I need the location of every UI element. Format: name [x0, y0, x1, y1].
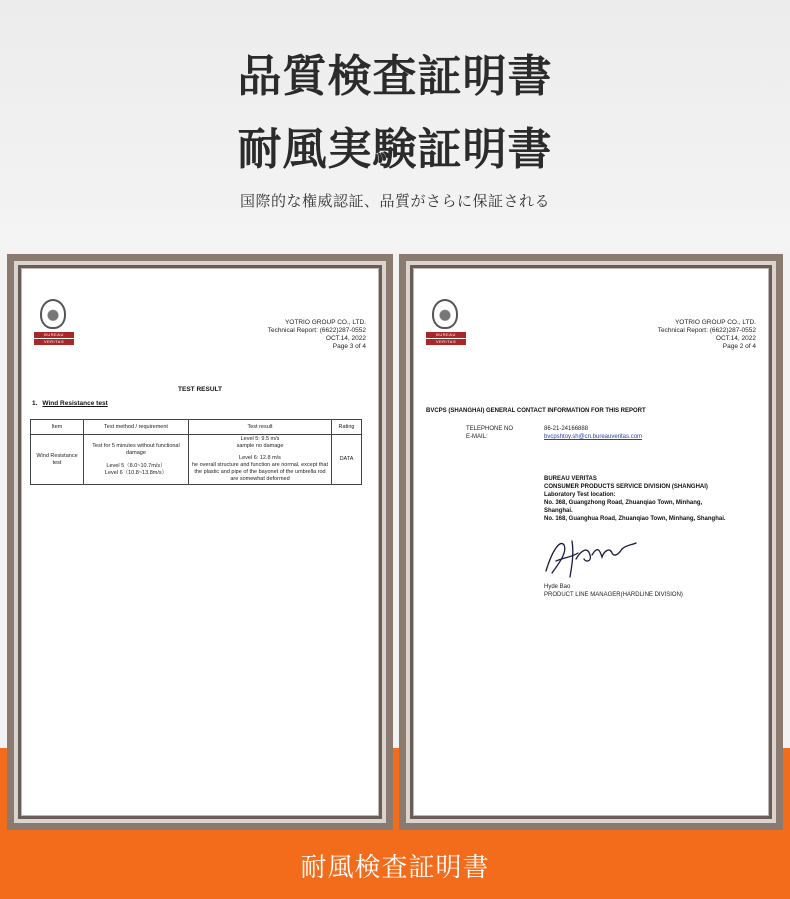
handwritten-signature	[542, 531, 642, 581]
address-line: BUREAU VERITAS	[544, 476, 597, 482]
address-line: No. 368, Guangzhong Road, Zhuanqiao Town, Minhang,	[544, 500, 703, 506]
method-text: Test for 5 minutes without functional damage	[92, 442, 180, 456]
column-header: Item	[31, 420, 84, 435]
bv-seal-icon	[40, 299, 66, 329]
address-line: CONSUMER PRODUCTS SERVICE DIVISION (SHANGHAI)	[544, 484, 708, 490]
address-line: No. 168, Guanghua Road, Zhuanqiao Town, Minhang, Shanghai.	[544, 516, 726, 522]
report-page: Page 2 of 4	[722, 343, 756, 350]
report-company: YOTRIO GROUP CO., LTD.	[284, 319, 366, 326]
bv-logo-text-bottom: VERITAS	[34, 339, 74, 345]
method-level5: Level 5（8.0~10.7m/s）	[106, 462, 166, 469]
bv-seal-icon	[432, 299, 458, 329]
table-header-row	[31, 420, 362, 435]
cell-method	[84, 435, 189, 485]
column-header: Test method / requirement	[84, 420, 189, 435]
signer-name: Hyde Bao	[544, 584, 571, 590]
result-level5-note: sample no damage	[236, 443, 284, 449]
report-date: OCT.14, 2022	[715, 335, 756, 342]
bureau-veritas-address	[544, 475, 726, 523]
bureau-veritas-logo	[34, 299, 74, 349]
report-page: Page 3 of 4	[332, 343, 366, 350]
bureau-veritas-logo	[426, 299, 466, 349]
bv-logo-text-top: BUREAU	[34, 332, 74, 338]
certificate-page3	[21, 268, 379, 816]
report-header	[268, 319, 366, 351]
section-number: 1.	[32, 400, 38, 407]
certificate-frame-page3	[7, 254, 393, 830]
column-header: Test result	[189, 420, 332, 435]
method-level6: Level 6（10.8~13.8m/s）	[104, 469, 168, 476]
signer-block	[544, 583, 683, 599]
page-title-wind-certificate: 耐風実験証明書	[237, 124, 553, 175]
report-date: OCT.14, 2022	[325, 335, 366, 342]
certificate-frame-page2	[399, 254, 783, 830]
cell-rating: DATA	[332, 435, 362, 485]
section-title: Wind Resistance test	[42, 400, 108, 407]
address-line: Laboratory Test location:	[544, 492, 616, 498]
table-row	[31, 435, 362, 485]
bv-logo-text-bottom: VERITAS	[426, 339, 466, 345]
telephone-value: 86-21-24166888	[544, 426, 589, 432]
telephone-label: TELEPHONE NO	[466, 426, 514, 432]
page-subtitle: 国際的な権威認証、品質がさらに保証される	[239, 192, 550, 210]
report-number: Technical Report: (6622)287-0552	[267, 327, 366, 334]
section-heading	[32, 400, 108, 407]
footer-caption: 耐風検査証明書	[300, 853, 490, 883]
cell-item: Wind Resistance test	[31, 435, 84, 485]
page-title-quality-certificate: 品質検査証明書	[237, 51, 553, 102]
report-company: YOTRIO GROUP CO., LTD.	[674, 319, 756, 326]
signer-title: PRODUCT LINE MANAGER(HARDLINE DIVISION)	[544, 592, 683, 598]
bv-logo-text-top: BUREAU	[426, 332, 466, 338]
result-level6: Level 6: 12.8 m/s	[239, 455, 281, 461]
email-link[interactable]: bvcpshtoy.sh@cn.bureauveritas.com	[544, 434, 643, 440]
address-line: Shanghai.	[544, 508, 573, 514]
report-number: Technical Report: (6622)287-0552	[657, 327, 756, 334]
column-header: Rating	[332, 420, 362, 435]
result-level5: Level 5: 9.5 m/s	[240, 436, 280, 442]
result-level6-note: he overall structure and function are normal, except that the plastic and pipe of the bayonet of the umbrella rod are somewhat deformed	[191, 462, 329, 482]
certificate-page2	[413, 268, 769, 816]
contact-heading: BVCPS (SHANGHAI) GENERAL CONTACT INFORMATION FOR THIS REPORT	[426, 408, 646, 414]
test-result-heading: TEST RESULT	[178, 386, 222, 393]
report-header	[658, 319, 756, 351]
email-label: E-MAIL:	[466, 434, 488, 440]
test-result-table	[30, 419, 362, 485]
cell-result	[189, 435, 332, 485]
